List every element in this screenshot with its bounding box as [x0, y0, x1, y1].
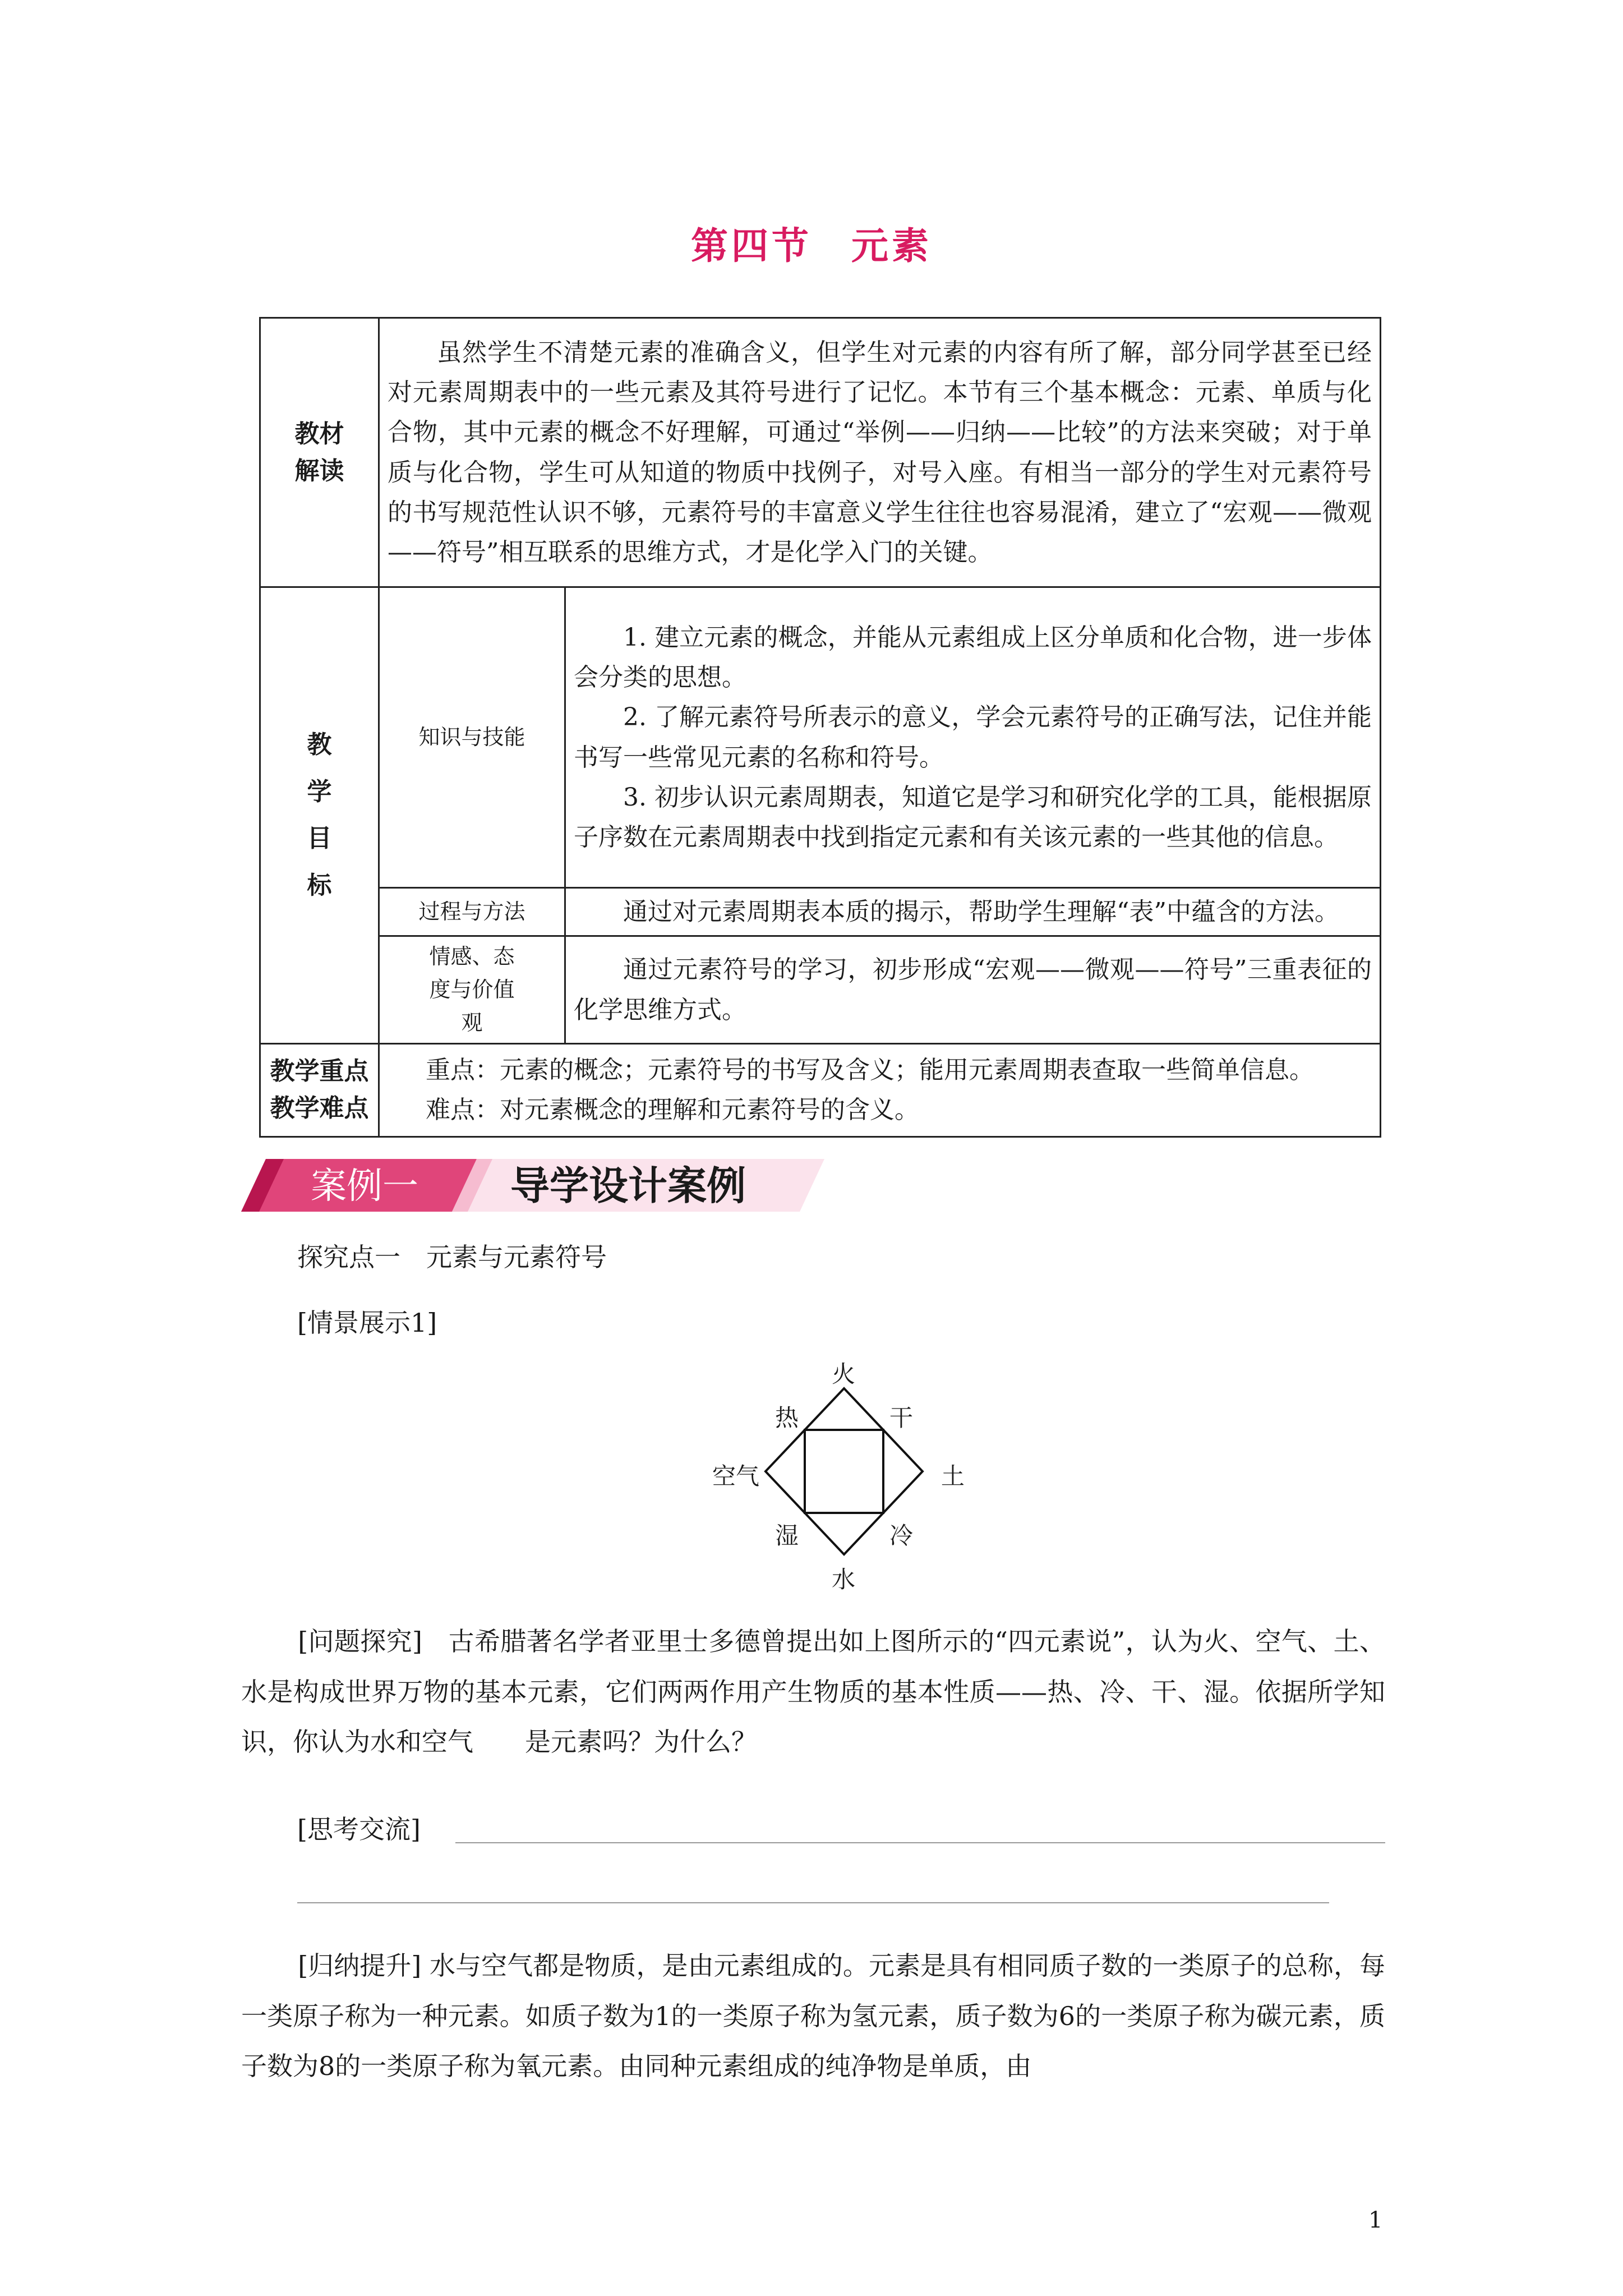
process-label: 过程与方法	[379, 888, 565, 936]
answer-lines	[0, 1818, 1623, 1918]
goals-head: 教学目标	[307, 730, 332, 900]
label-hot: 热	[775, 1404, 799, 1432]
goals-head-cell	[260, 587, 379, 1044]
textbook-head: 教材解读	[294, 419, 344, 485]
key-difficult-cell	[379, 1043, 1381, 1137]
emotion-text: 通过元素符号的学习，初步形成“宏观——微观——符号”三重表征的化学思维方式。	[574, 955, 1372, 1024]
question-paragraph	[241, 1617, 1385, 1768]
label-wet: 湿	[775, 1522, 799, 1549]
scene-label: [情景展示1]	[297, 1308, 437, 1338]
title-part2: 元素	[851, 224, 932, 268]
banner-case-label: 案例一	[311, 1166, 418, 1207]
summary-paragraph	[241, 1941, 1385, 2092]
emotion-label-cell	[379, 936, 565, 1044]
section-heading: 探究点一 元素与元素符号	[297, 1242, 607, 1272]
textbook-head-cell	[260, 318, 379, 587]
label-earth: 土	[941, 1462, 965, 1490]
label-dry: 干	[889, 1404, 914, 1432]
banner-title: 导学设计案例	[510, 1163, 746, 1209]
knowledge-item: 1. 建立元素的概念，并能从元素组成上区分单质和化合物，进一步体会分类的思想。	[574, 623, 1372, 692]
process-text: 通过对元素周期表本质的揭示，帮助学生理解“表”中蕴含的方法。	[623, 898, 1339, 926]
knowledge-item: 3. 初步认识元素周期表，知道它是学习和研究化学的工具，能根据原子序数在元素周期表中找到指定元素和有关该元素的一些其他的信息。	[574, 783, 1372, 852]
label-cold: 冷	[889, 1522, 914, 1549]
think-label: [思考交流]	[297, 1814, 421, 1844]
difficult-head: 教学难点	[270, 1094, 369, 1123]
difficult-text: 难点：对元素概念的理解和元素符号的含义。	[426, 1096, 919, 1125]
emotion-label: 情感、态度与价值观	[429, 944, 515, 1036]
inner-square	[805, 1430, 883, 1513]
process-cell	[565, 888, 1381, 936]
knowledge-cell	[565, 587, 1381, 888]
page-number: 1	[1368, 2207, 1383, 2233]
case-banner	[241, 1154, 824, 1216]
title-part1: 第四节	[691, 224, 812, 268]
emotion-cell	[565, 936, 1381, 1044]
key-text: 重点：元素的概念；元素符号的书写及含义；能用元素周期表查取一些简单信息。	[426, 1056, 1314, 1085]
key-difficult-head-cell	[260, 1043, 379, 1137]
summary-text: [归纳提升] 水与空气都是物质，是由元素组成的。元素是具有相同质子数的一类原子的总称，每一类原子称为一种元素。如质子数为1的一类原子称为氢元素，质子数为6的一类原子称为碳元素，质子数为8的一类原子称为氧元素。由同种元素组成的纯净物是单质，由	[241, 1950, 1385, 2082]
textbook-text: 虽然学生不清楚元素的准确含义，但学生对元素的内容有所了解，部分同学甚至已经对元素周期表中的一些元素及其符号进行了记忆。本节有三个基本概念：元素、单质与化合物，其中元素的概念不好理解，可通过“举例——归纳——比较”的方法来突破；对于单质与化合物，学生可从知道的物质中找例子，对号入座。有相当一部分的学生对元素符号的书写规范性认识不够，元素符号的丰富意义学生往往也容易混淆，建立了“宏观——微观——符号”相互联系的思维方式，才是化学入门的关键。	[388, 338, 1372, 567]
label-water: 水	[832, 1566, 856, 1593]
question-text: [问题探究] 古希腊著名学者亚里士多德曾提出如上图所示的“四元素说”，认为火、空气、土、水是构成世界万物的基本元素，它们两两作用产生物质的基本性质——热、冷、干、湿。依据所学知识，你认为水和空气 是元素吗？为什么？	[241, 1626, 1385, 1757]
four-elements-diagram	[712, 1355, 976, 1602]
textbook-text-cell	[379, 318, 1381, 587]
knowledge-item: 2. 了解元素符号所表示的意义，学会元素符号的正确写法，记住并能书写一些常见元素的名称和符号。	[574, 703, 1372, 772]
lesson-plan-table	[259, 317, 1381, 1138]
knowledge-label: 知识与技能	[379, 587, 565, 888]
key-head: 教学重点	[270, 1057, 369, 1086]
label-fire: 火	[832, 1360, 856, 1388]
page-title	[0, 216, 1623, 269]
label-air: 空气	[712, 1462, 760, 1490]
